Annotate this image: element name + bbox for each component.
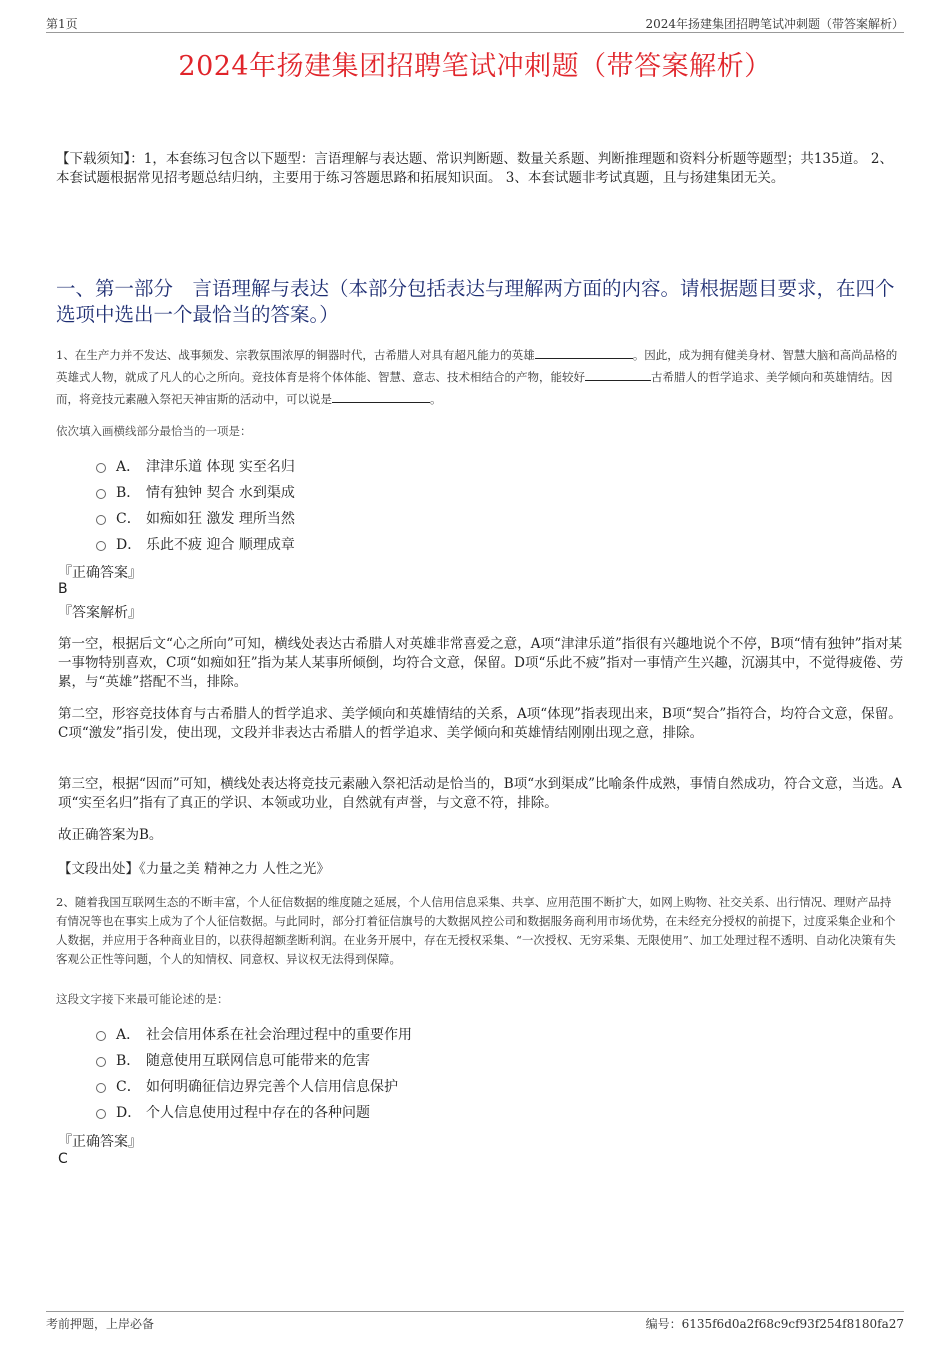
radio-icon[interactable] <box>96 541 106 551</box>
fill-blank-3 <box>332 388 430 403</box>
option-text: 乐此不疲 迎合 顺理成章 <box>146 537 295 553</box>
option-text: 津津乐道 体现 实至名归 <box>146 459 295 475</box>
fill-blank-1 <box>535 344 633 359</box>
page-footer <box>46 1311 904 1332</box>
analysis-paragraph-3: 第三空，根据“因而”可知，横线处表达将竞技元素融入祭祀活动是恰当的，B项“水到渠成”比喻条件成熟，事情自然成功，符合文意，当选。A项“实至名归”指有了真正的学识、本领或功业，自然就有声誉，与文意不符，排除。 <box>58 776 902 811</box>
option-key: B． <box>116 1053 141 1069</box>
option-c[interactable] <box>96 1073 412 1099</box>
radio-icon[interactable] <box>96 1109 106 1119</box>
footer-slogan: 考前押题，上岸必备 <box>46 1317 155 1331</box>
fill-blank-2 <box>585 366 651 381</box>
download-notice: 【下载须知】：1，本套练习包含以下题型：言语理解与表达题、常识判断题、数量关系题、判断推理题和资料分析题等题型；共135道。 2、本套试题根据常见招考题总结归纳，主要用于练习答题思路和拓展知识面。 3、本套试题非考试真题，且与扬建集团无关。 <box>56 151 893 186</box>
question-1-text-part: 1、在生产力并不发达、战事频发、宗教氛围浓厚的铜器时代，古希腊人对具有超凡能力的英雄 <box>56 348 535 362</box>
question-1-options <box>96 453 295 557</box>
question-1-text-part: 古希腊人的哲学追求、美学倾向和英雄情结。因而，将竞技元素融入祭祀天神宙斯的活动中，可以说是 <box>56 370 893 406</box>
option-b[interactable] <box>96 479 295 505</box>
radio-icon[interactable] <box>96 1031 106 1041</box>
answer-value: C <box>58 1151 68 1167</box>
option-text: 随意使用互联网信息可能带来的危害 <box>146 1053 370 1069</box>
option-key: D． <box>116 1105 142 1121</box>
option-key: D． <box>116 537 142 553</box>
answer-label: 『正确答案』 <box>58 1134 142 1150</box>
analysis-label: 『答案解析』 <box>58 605 142 621</box>
option-b[interactable] <box>96 1047 412 1073</box>
option-key: A． <box>116 1027 141 1043</box>
option-key: C． <box>116 1079 141 1095</box>
question-2-prompt: 这段文字接下来最可能论述的是： <box>56 992 229 1006</box>
analysis-paragraph-2: 第二空，形容竞技体育与古希腊人的哲学追求、美学倾向和英雄情结的关系，A项“体现”指表现出来，B项“契合”指符合，均符合文意，保留。C项“激发”指引发，使出现，文段并非表达古希腊人的哲学追求、美学倾向和英雄情结刚刚出现之意，排除。 <box>58 706 902 741</box>
option-text: 如何明确征信边界完善个人信用信息保护 <box>146 1079 398 1095</box>
section-title: 一、第一部分 言语理解与表达（本部分包括表达与理解两方面的内容。请根据题目要求，在四个选项中选出一个最恰当的答案。） <box>56 277 895 326</box>
answer-value: B <box>58 581 68 597</box>
option-d[interactable] <box>96 531 295 557</box>
document-title: 2024年扬建集团招聘笔试冲刺题（带答案解析） <box>178 51 772 82</box>
option-a[interactable] <box>96 1021 412 1047</box>
analysis-conclusion: 故正确答案为B。 <box>58 827 163 843</box>
question-1-text-part: 。因此，成为拥有健美身材、智慧大脑和高尚品格的英雄式人物，就成了凡人的心之所向。竞技体育是将个体体能、智慧、意志、技术相结合的产物，能较好 <box>56 348 898 384</box>
question-1-text-part: 。 <box>430 392 442 406</box>
analysis-paragraph-1: 第一空，根据后文“心之所向”可知，横线处表达古希腊人对英雄非常喜爱之意，A项“津津乐道”指很有兴趣地说个不停，B项“情有独钟”指对某一事物特别喜欢，C项“如痴如狂”指为某人某事所倾倒，均符合文意，保留。D项“乐此不疲”指对一事情产生兴趣，沉溺其中，不觉得疲倦、劳累，与“英雄”搭配不当，排除。 <box>58 636 904 690</box>
radio-icon[interactable] <box>96 463 106 473</box>
option-text: 个人信息使用过程中存在的各种问题 <box>146 1105 370 1121</box>
header-doc-title: 2024年扬建集团招聘笔试冲刺题（带答案解析） <box>645 17 904 31</box>
option-key: C． <box>116 511 141 527</box>
option-c[interactable] <box>96 505 295 531</box>
option-a[interactable] <box>96 453 295 479</box>
option-text: 社会信用体系在社会治理过程中的重要作用 <box>146 1027 412 1043</box>
question-2-text: 2、随着我国互联网生态的不断丰富，个人征信数据的维度随之延展，个人信用信息采集、共享、应用范围不断扩大，如网上购物、社交关系、出行情况、理财产品持有情况等也在事实上成为了个人征信数据。与此同时，部分打着征信旗号的大数据风控公司和数据服务商利用市场优势，在未经充分授权的前提下，过度采集企业和个人数据，并应用于各种商业目的，以获得超额垄断利润。在业务开展中，存在无授权采集、“一次授权、无穷采集、无限使用”、加工处理过程不透明、自动化决策有失客观公正性等问题，个人的知情权、同意权、异议权无法得到保障。 <box>56 895 896 966</box>
question-1-prompt: 依次填入画横线部分最恰当的一项是： <box>56 424 252 438</box>
option-key: A． <box>116 459 141 475</box>
passage-source: 【文段出处】《力量之美 精神之力 人性之光》 <box>58 861 330 877</box>
page-number: 第1页 <box>46 17 78 31</box>
radio-icon[interactable] <box>96 515 106 525</box>
document-id: 编号：6135f6d0a2f68c9cf93f254f8180fa27 <box>645 1317 904 1331</box>
option-text: 如痴如狂 激发 理所当然 <box>146 511 295 527</box>
answer-label: 『正确答案』 <box>58 565 142 581</box>
option-d[interactable] <box>96 1099 412 1125</box>
option-key: B． <box>116 485 141 501</box>
radio-icon[interactable] <box>96 1057 106 1067</box>
question-2-options <box>96 1021 412 1125</box>
question-1-text <box>56 344 902 410</box>
option-text: 情有独钟 契合 水到渠成 <box>146 485 295 501</box>
radio-icon[interactable] <box>96 489 106 499</box>
page-header <box>46 14 904 33</box>
radio-icon[interactable] <box>96 1083 106 1093</box>
